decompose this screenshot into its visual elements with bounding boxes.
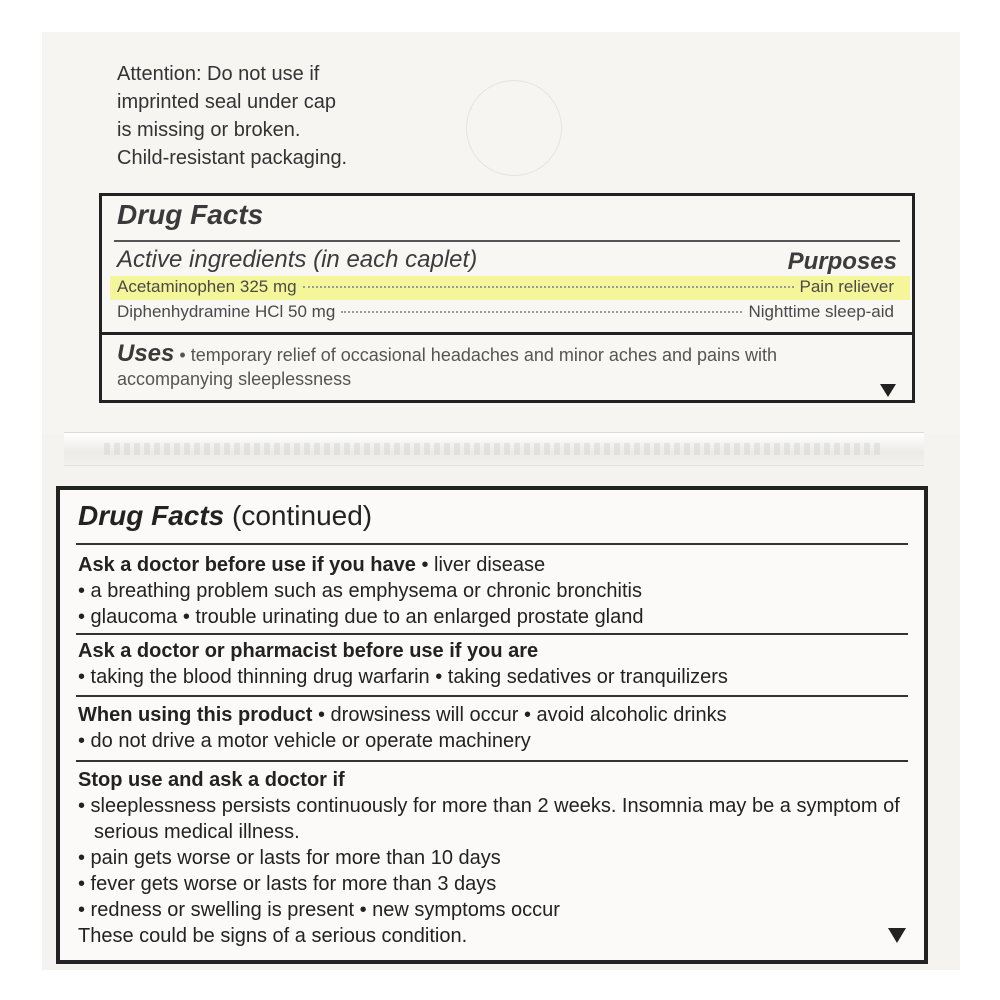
ingredient-row — [117, 302, 894, 322]
attention-notice — [117, 60, 417, 172]
divider — [76, 695, 908, 697]
dot-leader — [303, 286, 794, 288]
purposes-heading: Purposes — [787, 248, 897, 275]
seal-circle — [466, 80, 562, 176]
continue-arrow-icon — [880, 384, 896, 397]
section-text: • a breathing problem such as emphysema or chronic bronchitis — [78, 580, 642, 602]
section-heading: Stop use and ask a doctor if — [78, 769, 345, 791]
section-heading: Ask a doctor or pharmacist before use if you are — [78, 640, 539, 662]
uses-heading: Uses — [117, 340, 175, 367]
section-text: • do not drive a motor vehicle or operate machinery — [78, 730, 531, 752]
ingredient-name: Diphenhydramine HCl 50 mg — [117, 302, 336, 321]
drug-facts-title: Drug Facts — [78, 500, 225, 531]
section-text: • sleeplessness persists continuously for more than 2 weeks. Insomnia may be a symptom of — [78, 795, 900, 817]
attention-line: imprinted seal under cap — [117, 91, 337, 113]
ingredient-purpose: Nighttime sleep-aid — [748, 302, 894, 321]
section-text: • liver disease — [421, 554, 546, 576]
continued-label: (continued) — [232, 500, 373, 531]
divider — [76, 543, 908, 545]
drug-facts-panel-top — [99, 193, 915, 403]
warning-section-pharmacist — [78, 638, 894, 690]
uses-text: • temporary relief of occasional headaches and minor aches and pains with accompanying sleeplessness — [117, 345, 778, 389]
section-text: • drowsiness will occur • avoid alcoholic drinks — [318, 704, 727, 726]
drug-facts-continued-title — [78, 500, 372, 532]
section-heading: When using this product — [78, 704, 313, 726]
active-ingredients-heading: Active ingredients (in each caplet) — [117, 246, 478, 273]
divider — [76, 760, 908, 762]
section-heading: Ask a doctor before use if you have — [78, 554, 416, 576]
divider — [102, 332, 912, 335]
attention-line: Child-resistant packaging. — [117, 147, 348, 169]
ingredient-purpose: Pain reliever — [799, 277, 894, 296]
warning-section-stop-use — [78, 767, 900, 949]
section-text: serious medical illness. — [94, 821, 300, 843]
section-text: • pain gets worse or lasts for more than 10 days — [78, 847, 501, 869]
section-text: • taking the blood thinning drug warfarin • taking sedatives or tranquilizers — [78, 666, 728, 688]
divider — [114, 240, 900, 242]
ingredient-row — [117, 277, 894, 297]
divider — [76, 633, 908, 635]
section-text: • glaucoma • trouble urinating due to an enlarged prostate gland — [78, 606, 644, 628]
carton-fold — [64, 432, 924, 466]
fold-texture — [104, 443, 884, 455]
drug-facts-title: Drug Facts — [117, 199, 264, 230]
warning-section-when-using — [78, 702, 894, 754]
section-text: • fever gets worse or lasts for more than 3 days — [78, 873, 497, 895]
attention-line: Attention: Do not use if — [117, 63, 320, 85]
dot-leader — [341, 311, 742, 313]
attention-line: is missing or broken. — [117, 119, 301, 141]
section-text: • redness or swelling is present • new symptoms occur — [78, 899, 560, 921]
uses-section — [117, 342, 837, 391]
continue-arrow-icon — [888, 928, 906, 943]
section-text: These could be signs of a serious condition. — [78, 925, 468, 947]
drug-facts-panel-continued — [56, 486, 928, 964]
ingredient-name: Acetaminophen 325 mg — [117, 277, 297, 296]
warning-section-doctor — [78, 552, 894, 630]
